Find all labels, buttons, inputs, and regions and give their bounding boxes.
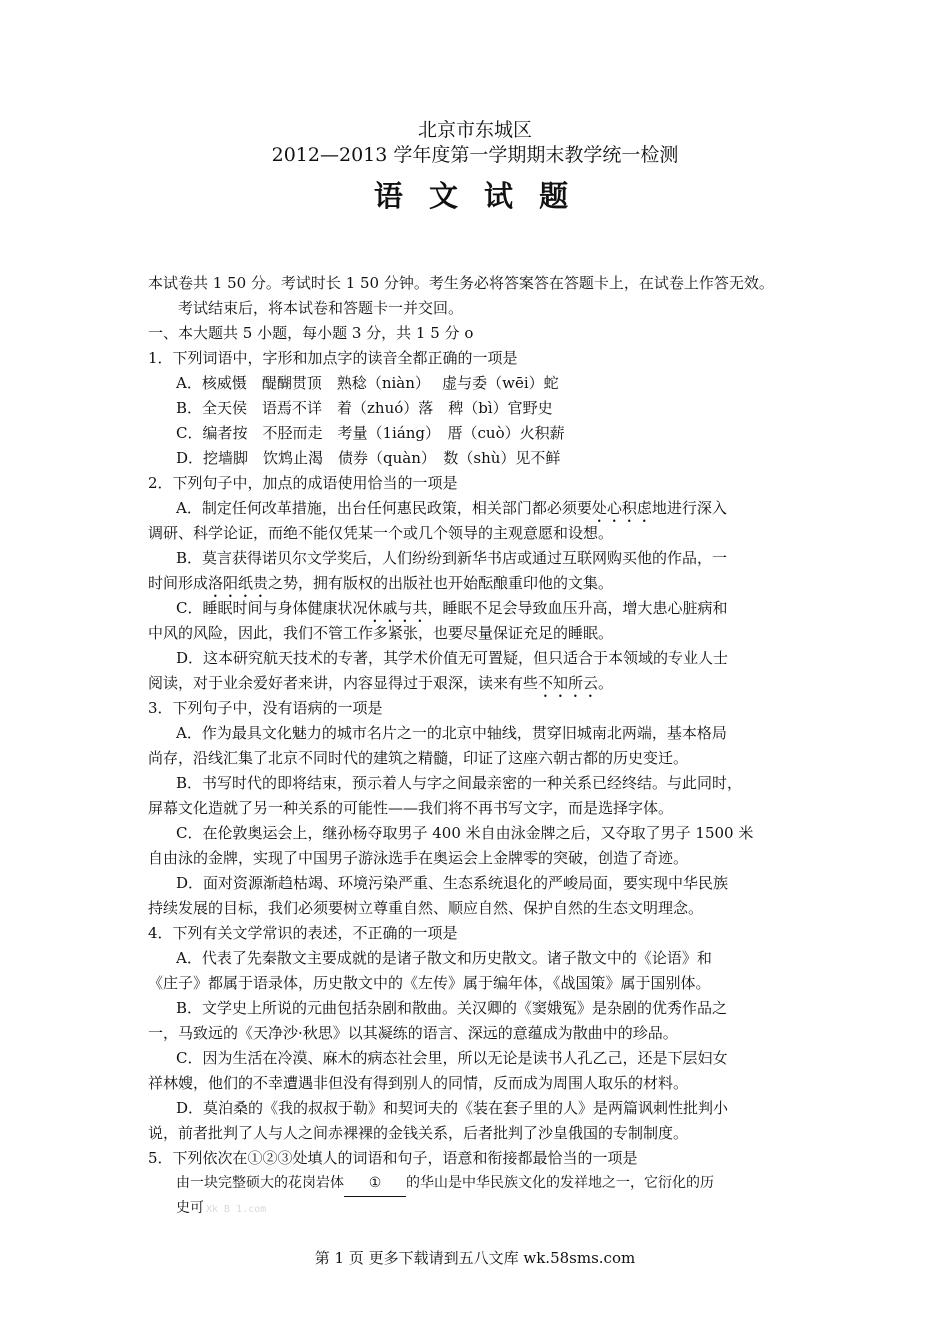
question-3-option-b-line-2: 屏幕文化造就了另一种关系的可能性——我们将不再书写文字，而是选择字体。	[148, 799, 674, 817]
text-run: 。	[598, 674, 614, 692]
exam-body	[148, 271, 828, 1221]
fill-blank-1: ①	[344, 1171, 406, 1197]
question-4-option-a-line-2: 《庄子》都属于语录体，历史散文中的《左传》属于编年体，《战国策》属于国别体。	[148, 974, 711, 992]
question-1-option-b: B．全天侯 语焉不详 着（zhuó）落 稗（bì）官野史	[176, 399, 553, 417]
text-run: 时间形成	[148, 574, 209, 592]
question-3-option-a-line-2: 尚存，沿线汇集了北京不同时代的建筑之精髓，印证了这座六朝古都的历史变迁。	[148, 749, 689, 767]
text-run: 地进行深入	[651, 499, 727, 517]
watermark: Xk B 1.com	[206, 1204, 267, 1215]
dotted-idiom: 休戚与共	[367, 599, 428, 617]
text-run: A．制定任何改革措施，出台任何惠民政策，相关部门都必须要	[176, 499, 592, 517]
question-2-option-c-line-2: 中风的风险，因此，我们不管工作多紧张，也要尽量保证充足的睡眠。	[148, 624, 614, 642]
question-4-option-b-line-1: B．文学史上所说的元曲包括杂剧和散曲。关汉卿的《窦娥冤》是杂剧的优秀作品之	[176, 999, 728, 1017]
dotted-idiom: 洛阳纸贵	[208, 574, 269, 592]
question-2-stem: 2．下列句子中，加点的成语使用恰当的一项是	[148, 474, 458, 492]
question-3-option-c-line-1: C．在伦敦奥运会上，继孙杨夺取男子 400 米自由泳金牌之后，又夺取了男子 1500 米	[176, 824, 754, 842]
question-1-option-a: A．核威慑 醍醐贯顶 熟稔（niàn） 虚与委（wēi）蛇	[176, 374, 559, 392]
document-header	[0, 118, 950, 215]
text-run: 阅读，对于业余爱好者来讲，内容显得过于艰深，读来有些	[148, 674, 539, 692]
question-4-option-c-line-1: C．因为生活在冷漠、麻木的病态社会里，所以无论是读书人孔乙己，还是下层妇女	[176, 1049, 728, 1067]
question-5-passage-line-2	[148, 1196, 828, 1221]
text-run: 的华山是中华民族文化的发祥地之一，它衍化的历	[406, 1175, 714, 1191]
text-run: ，睡眠不足会导致血压升高，增大患心脏病和	[427, 599, 728, 617]
question-4-option-a-line-1: A．代表了先秦散文主要成就的是诸子散文和历史散文。诸子散文中的《论语》和	[176, 949, 712, 967]
section-heading: 一、本大题共 5 小题，每小题 3 分，共 1 5 分 o	[148, 324, 474, 342]
question-3-option-a-line-1: A．作为最具文化魅力的城市名片之一的北京中轴线，贯穿旧城南北两端，基本格局	[176, 724, 727, 742]
question-3-option-b-line-1: B．书写时代的即将结束，预示着人与字之间最亲密的一种关系已经终结。与此同时，	[176, 774, 743, 792]
question-2-option-c-line-1	[148, 596, 828, 621]
question-5-passage-line-1	[148, 1171, 828, 1196]
question-5-stem: 5．下列依次在①②③处填人的词语和句子，语意和衔接都最恰当的一项是	[148, 1149, 638, 1167]
dotted-idiom: 处心积虑	[591, 499, 652, 517]
question-4-option-b-line-2: 一，马致远的《天净沙·秋思》以其凝练的语言、深远的意蕴成为散曲中的珍品。	[148, 1024, 678, 1042]
question-2-option-a-line-2: 调研、科学论证，而绝不能仅凭某一个或几个领导的主观意愿和设想。	[148, 524, 614, 542]
question-4-option-d-line-2: 说，前者批判了人与人之间赤裸裸的金钱关系，后者批判了沙皇俄国的专制制度。	[148, 1124, 689, 1142]
text-run: 史可	[176, 1200, 204, 1216]
intro-line-1: 本试卷共 1 50 分。考试时长 1 50 分钟。考生务必将答案答在答题卡上，在试卷上作答无效。	[148, 274, 774, 292]
question-3-option-c-line-2: 自由泳的金牌，实现了中国男子游泳选手在奥运会上金牌零的突破，创造了奇迹。	[148, 849, 689, 867]
question-4-stem: 4．下列有关文学常识的表述，不正确的一项是	[148, 924, 458, 942]
question-3-option-d-line-2: 持续发展的目标，我们必须要树立尊重自然、顺应自然、保护自然的生态文明理念。	[148, 899, 704, 917]
question-2-option-d-line-1: D．这本研究航天技术的专著，其学术价值无可置疑，但只适合于本领域的专业人士	[176, 649, 729, 667]
page-title: 语 文 试 题	[373, 179, 577, 213]
question-2-option-b-line-1: B．莫言获得诺贝尔文学奖后，人们纷纷到新华书店或通过互联网购买他的作品，一	[176, 549, 728, 567]
question-2-option-d-line-2	[148, 671, 828, 696]
dotted-idiom: 不知所云	[538, 674, 599, 692]
exam-line: 2012—2013 学年度第一学期期末教学统一检测	[271, 144, 679, 166]
question-4-option-c-line-2: 祥林嫂，他们的不幸遭遇非但没有得到别人的同情，反而成为周围人取乐的材料。	[148, 1074, 689, 1092]
text-run: 之势，拥有版权的出版社也开始酝酿重印他的文集。	[268, 574, 614, 592]
intro-line-2: 考试结束后，将本试卷和答题卡一并交回。	[178, 299, 464, 317]
text-run: C．睡眠时间与身体健康状况	[176, 599, 368, 617]
page-footer: 第 1 页 更多下载请到五八文库 wk.58sms.com	[314, 1249, 636, 1267]
question-1-stem: 1．下列词语中，字形和加点字的读音全都正确的一项是	[148, 349, 518, 367]
question-1-option-d: D．挖墙脚 饮鸩止渴 债券（quàn） 数（shù）见不鲜	[176, 449, 561, 467]
question-1-option-c: C．编者按 不胫而走 考量（1iáng） 厝（cuò）火积薪	[176, 424, 565, 442]
question-3-stem: 3．下列句子中，没有语病的一项是	[148, 699, 383, 717]
district-line: 北京市东城区	[417, 119, 532, 141]
question-4-option-d-line-1: D．莫泊桑的《我的叔叔于勒》和契诃夫的《装在套子里的人》是两篇讽刺性批判小	[176, 1099, 729, 1117]
question-2-option-b-line-2	[148, 571, 828, 596]
question-2-option-a-line-1	[148, 496, 828, 521]
text-run: 由一块完整硕大的花岗岩体	[176, 1175, 344, 1191]
question-3-option-d-line-1: D．面对资源渐趋枯竭、环境污染严重、生态系统退化的严峻局面，要实现中华民族	[176, 874, 729, 892]
